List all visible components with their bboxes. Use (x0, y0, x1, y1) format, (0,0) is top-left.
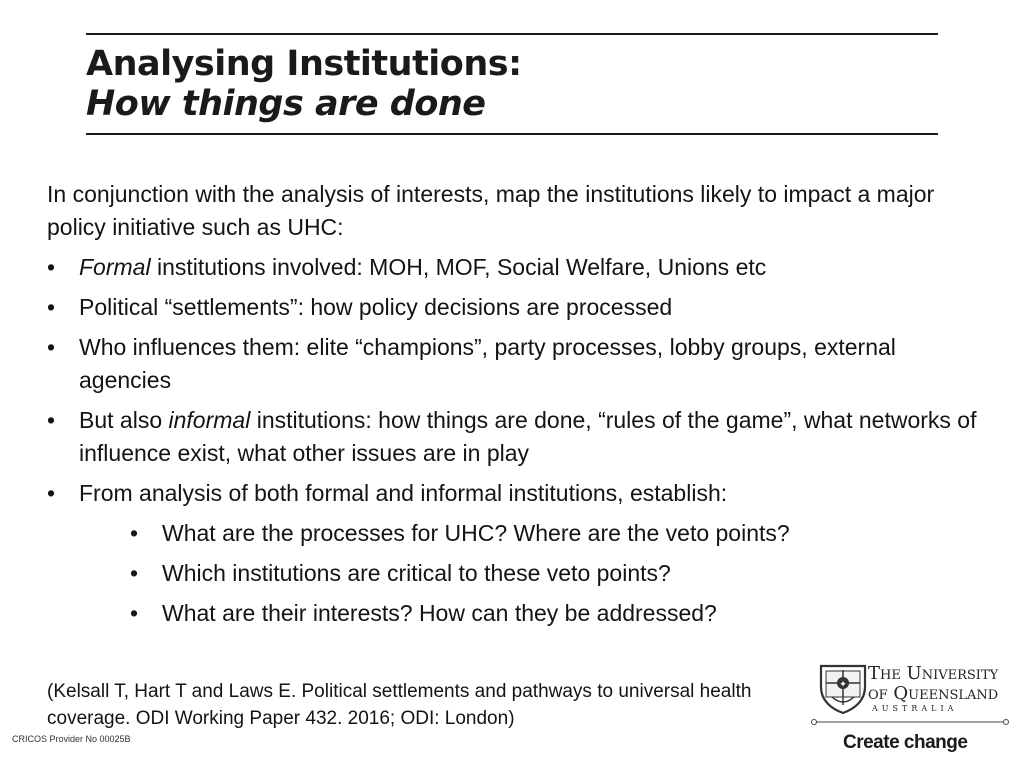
sub-bullet-list (79, 517, 987, 630)
bullet-text: institutions: how things are done, “rules of the game”, what networks of influence exist, what other issues are in play (79, 407, 977, 466)
sub-bullet-item: • Which institutions are critical to these veto points? (79, 557, 987, 590)
bullet-text: Political “settlements”: how policy decisions are processed (79, 294, 673, 320)
bullet-text: Who influences them: elite “champions”, party processes, lobby groups, external agencies (79, 334, 896, 393)
cricos-provider-number: CRICOS Provider No 00025B (12, 734, 131, 744)
slide-title (86, 44, 522, 124)
university-country: AUSTRALIA (872, 704, 958, 713)
university-name-line2: of Queensland (868, 683, 999, 704)
bullet-emphasis: Formal (79, 254, 151, 280)
university-crest-icon (818, 663, 868, 715)
title-bottom-rule (86, 133, 938, 135)
title-main: Analysing Institutions: (86, 44, 522, 84)
svg-text:✦: ✦ (839, 680, 847, 690)
title-subtitle: How things are done (86, 84, 486, 124)
bullet-prefix: But also (79, 407, 169, 433)
bullet-emphasis: informal (168, 407, 251, 433)
tagline: Create change (843, 732, 968, 753)
slide-body (47, 178, 987, 637)
bullet-list (47, 251, 987, 630)
title-top-rule (86, 33, 938, 35)
bullet-item (47, 291, 987, 324)
bullet-text: institutions involved: MOH, MOF, Social Welfare, Unions etc (150, 254, 767, 280)
uq-logo (810, 660, 1010, 760)
bullet-item (47, 477, 987, 630)
logo-divider-line (810, 718, 1010, 726)
university-name (868, 664, 998, 704)
intro-paragraph: In conjunction with the analysis of interests, map the institutions likely to impact a major policy initiative such as UHC: (47, 181, 935, 240)
bullet-item (47, 331, 987, 397)
university-name-line1: The University (868, 663, 999, 684)
bullet-item (47, 251, 987, 284)
bullet-text: From analysis of both formal and informal institutions, establish: (79, 480, 728, 506)
sub-bullet-item: • What are the processes for UHC? Where are the veto points? (79, 517, 987, 550)
citation: (Kelsall T, Hart T and Laws E. Political settlements and pathways to universal health coverage. ODI Working Paper 432. 2016; ODI: London) (47, 681, 752, 729)
sub-bullet-item: • What are their interests? How can they be addressed? (79, 597, 987, 630)
bullet-item (47, 404, 987, 470)
